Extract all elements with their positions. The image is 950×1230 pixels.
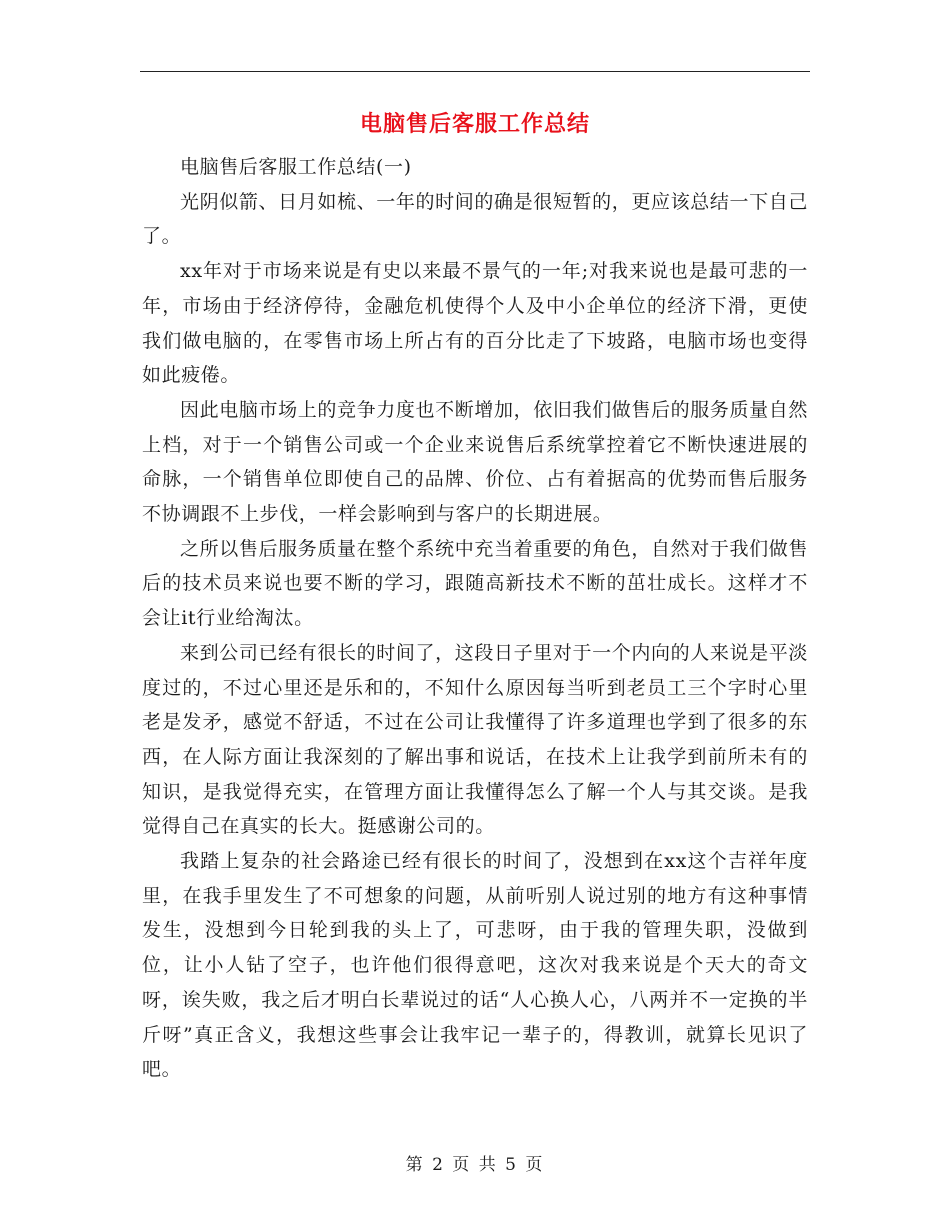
body-paragraph: 因此电脑市场上的竞争力度也不断增加，依旧我们做售后的服务质量自然上档，对于一个销售公司或一个企业来说售后系统掌控着它不断快速进展的命脉，一个销售单位即使自己的品牌、价位、占有着据高的优势而售后服务不协调跟不上步伐，一样会影响到与客户的长期进展。 — [142, 398, 808, 526]
header-rule — [140, 71, 810, 72]
body-paragraph: 来到公司已经有很长的时间了，这段日子里对于一个内向的人来说是平淡度过的，不过心里还是乐和的，不知什么原因每当听到老员工三个字时心里老是发矛，感觉不舒适，不过在公司让我懂得了许多道理也学到了很多的东西，在人际方面让我深刻的了解出事和说话，在技术上让我学到前所未有的知识，是我觉得充实，在管理方面让我懂得怎么了解一个人与其交谈。是我觉得自己在真实的长大。挺感谢公司的。 — [142, 641, 808, 838]
body-paragraph: 我踏上复杂的社会路途已经有很长的时间了，没想到在xx这个吉祥年度里，在我手里发生了不可想象的问题，从前听别人说过别的地方有这种事情发生，没想到今日轮到我的头上了，可悲呀，由于我的管理失职，没做到位，让小人钻了空子，也许他们很得意吧，这次对我来说是个天大的奇文呀，诶失败，我之后才明白长辈说过的话“人心换人心，八两并不一定换的半斤呀”真正含义，我想这些事会让我牢记一辈子的，得教训，就算长见识了吧。 — [142, 850, 808, 1081]
page-number: 第 2 页 共 5 页 — [405, 1155, 545, 1175]
document-title: 电脑售后客服工作总结 — [359, 112, 590, 137]
document-body — [142, 150, 808, 1087]
body-paragraph: xx年对于市场来说是有史以来最不景气的一年;对我来说也是最可悲的一年，市场由于经济停待，金融危机使得个人及中小企单位的经济下滑，更使我们做电脑的，在零售市场上所占有的百分比走了下坡路，电脑市场也变得如此疲倦。 — [142, 260, 808, 387]
body-paragraph: 光阴似箭、日月如梳、一年的时间的确是很短暂的，更应该总结一下自己了。 — [142, 190, 808, 248]
body-paragraph: 之所以售后服务质量在整个系统中充当着重要的角色，自然对于我们做售后的技术员来说也要不断的学习，跟随高新技术不断的茁壮成长。这样才不会让it行业给淘汰。 — [142, 537, 808, 630]
section-heading: 电脑售后客服工作总结(一) — [180, 156, 412, 178]
